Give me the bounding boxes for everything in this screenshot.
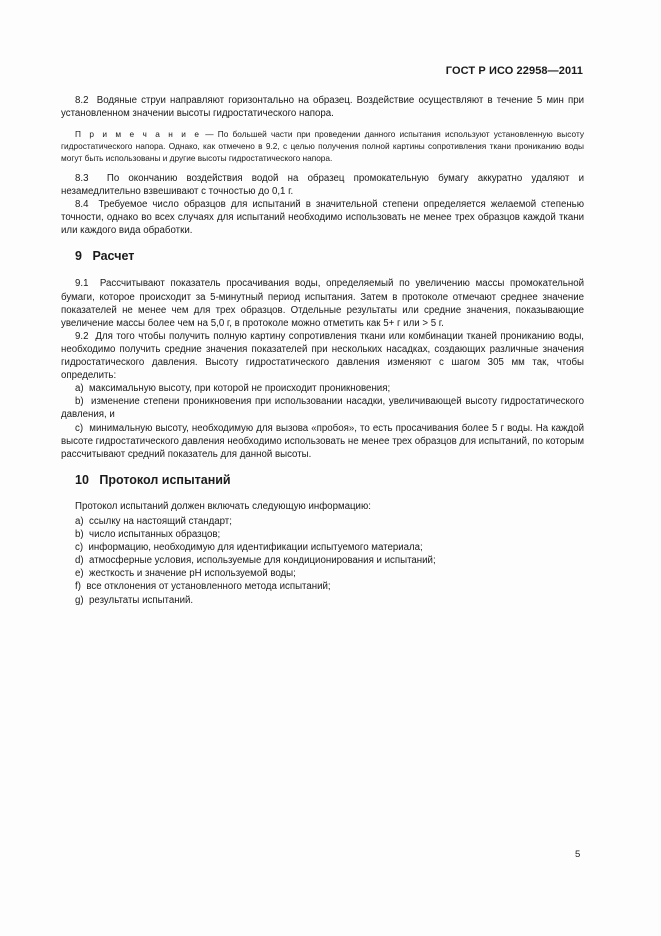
list-marker: b) — [75, 529, 84, 541]
section-number: 10 — [75, 472, 89, 487]
list-item — [61, 528, 584, 541]
list-item — [61, 515, 584, 528]
list-item — [61, 594, 584, 607]
section-heading-10 — [61, 474, 584, 487]
clause-number: 9.1 — [75, 278, 89, 290]
list-item-text: минимальную высоту, необходимую для вызова «пробоя», то есть просачивания более 5 г воды. На каждой высоте гидростатического давления необходимо использовать не менее трех образцов для испытаний, по которым рассчитывают средний показатель для данной высоты. — [61, 422, 584, 460]
page-content — [61, 94, 584, 607]
paragraph-8-3 — [61, 172, 584, 198]
list-item-text: изменение степени проникновения при использовании насадки, увеличивающей высоту гидростатического давления, и — [61, 396, 584, 421]
list-item — [61, 567, 584, 580]
note-label: П р и м е ч а н и е — [75, 129, 202, 140]
clause-number: 8.3 — [75, 172, 89, 184]
list-item — [61, 580, 584, 593]
clause-number: 8.2 — [75, 95, 89, 106]
paragraph-8-2 — [61, 94, 584, 120]
clause-text: По окончанию воздействия водой на образец промокательную бумагу аккуратно удаляют и незамедлительно взвешивают с точностью до 0,1 г. — [61, 172, 584, 197]
list-item-text: число испытанных образцов; — [89, 529, 221, 541]
list-item-text: все отклонения от установленного метода испытаний; — [86, 581, 331, 593]
section-10-intro: Протокол испытаний должен включать следующую информацию: — [75, 500, 371, 512]
list-item-text: жесткость и значение pH используемой воды; — [89, 568, 296, 580]
list-marker: f) — [75, 581, 81, 593]
list-item-text: информацию, необходимую для идентификации испытуемого материала; — [88, 542, 423, 554]
document-header: ГОСТ Р ИСО 22958—2011 — [445, 65, 583, 77]
list-item — [61, 395, 584, 421]
clause-text: Водяные струи направляют горизонтально на образец. Воздействие осуществляют в течение 5 мин при установленном значении высоты гидростатического напора. — [61, 95, 584, 120]
list-item-text: результаты испытаний. — [89, 594, 194, 606]
list-item — [61, 554, 584, 567]
list-marker: b) — [75, 396, 84, 408]
section-title: Протокол испытаний — [99, 472, 231, 487]
list-item-text: ссылку на настоящий стандарт; — [89, 515, 232, 527]
list-item-text: атмосферные условия, используемые для кондиционирования и испытаний; — [89, 555, 436, 567]
list-item — [61, 422, 584, 461]
section-title: Расчет — [92, 249, 135, 264]
list-marker: c) — [75, 422, 84, 434]
list-item-text: максимальную высоту, при которой не происходит проникновения; — [89, 383, 391, 395]
page-number: 5 — [575, 849, 581, 860]
note — [61, 129, 584, 165]
clause-text: Требуемое число образцов для испытаний в значительной степени определяется желаемой степенью точности, однако во всех случаях для испытаний необходимо использовать не менее трех образцов каждой ткани или каждого вида обработки. — [61, 199, 584, 237]
note-text: — По большей части при проведении данного испытания используют установленную высоту гидростатического напора. Однако, как отмечено в 9.2, с целью получения полной картины сопротивления ткани прониканию воды могут быть использованы и другие высоты гидростатического напора. — [61, 129, 584, 163]
paragraph-8-4 — [61, 198, 584, 237]
list-item — [61, 541, 584, 554]
list-marker: d) — [75, 555, 84, 567]
list-marker: g) — [75, 594, 84, 606]
list-marker: e) — [75, 568, 84, 580]
paragraph-9-1 — [61, 277, 584, 329]
paragraph-9-2 — [61, 330, 584, 382]
list-marker: a) — [75, 515, 84, 527]
list-marker: a) — [75, 383, 84, 395]
section-number: 9 — [75, 249, 82, 264]
clause-text: Для того чтобы получить полную картину сопротивления ткани или комбинации тканей прониканию воды, необходимо получить средние значения показателей при нескольких насадках, создающих различные значения гидростатического давления. Высоту гидростатического давления изменяют с шагом 305 мм так, чтобы определить: — [61, 330, 584, 382]
section-heading-9 — [61, 250, 584, 263]
clause-number: 8.4 — [75, 199, 89, 211]
clause-number: 9.2 — [75, 330, 89, 342]
list-item — [61, 382, 584, 395]
list-marker: c) — [75, 542, 84, 554]
clause-text: Рассчитывают показатель просачивания воды, определяемый по увеличению массы промокательной бумаги, которое происходит за 5-минутный период испытания. Затем в протоколе отмечают среднее значение показателей не менее чем для трех образцов. Отдельные результаты или средние значения, показывающие увеличение массы более чем на 5,0 г, в протоколе можно отметить как 5+ г или > 5 г. — [61, 278, 584, 329]
